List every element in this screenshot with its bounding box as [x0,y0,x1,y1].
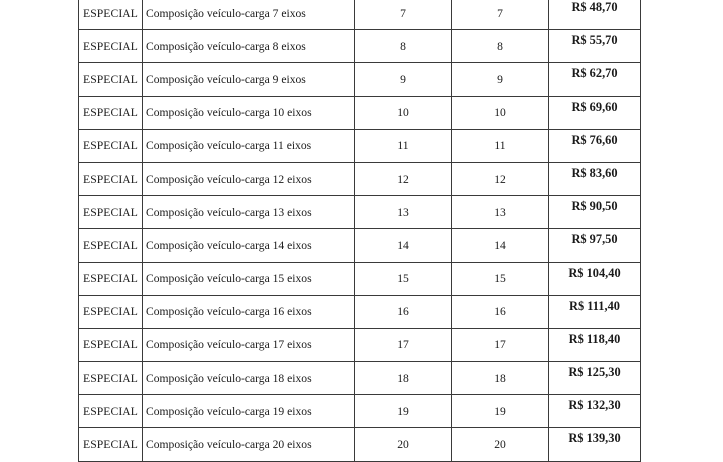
count-cell: 7 [355,0,452,30]
count-cell: 20 [355,428,452,461]
table-row [79,129,641,162]
category-cell: ESPECIAL [79,295,143,328]
table-row [79,362,641,395]
category-cell: ESPECIAL [79,328,143,361]
count-cell: 20 [452,428,549,461]
price-cell: R$ 125,30 [549,362,641,395]
table-row [79,162,641,195]
count-cell: 15 [355,262,452,295]
toll-table-container [78,0,640,462]
table-row [79,262,641,295]
count-cell: 19 [452,395,549,428]
count-cell: 13 [452,196,549,229]
table-row [79,328,641,361]
table-row [79,395,641,428]
description-cell: Composição veículo-carga 14 eixos [143,229,355,262]
count-cell: 7 [452,0,549,30]
count-cell: 18 [355,362,452,395]
count-cell: 8 [355,30,452,63]
price-cell: R$ 132,30 [549,395,641,428]
table-row [79,196,641,229]
description-cell: Composição veículo-carga 10 eixos [143,96,355,129]
description-cell: Composição veículo-carga 7 eixos [143,0,355,30]
description-cell: Composição veículo-carga 18 eixos [143,362,355,395]
category-cell: ESPECIAL [79,162,143,195]
price-cell: R$ 139,30 [549,428,641,461]
table-row [79,30,641,63]
count-cell: 9 [355,63,452,96]
category-cell: ESPECIAL [79,229,143,262]
price-cell: R$ 83,60 [549,162,641,195]
count-cell: 12 [355,162,452,195]
count-cell: 11 [355,129,452,162]
description-cell: Composição veículo-carga 20 eixos [143,428,355,461]
table-row [79,96,641,129]
table-row [79,0,641,30]
count-cell: 16 [355,295,452,328]
count-cell: 17 [355,328,452,361]
count-cell: 12 [452,162,549,195]
count-cell: 15 [452,262,549,295]
category-cell: ESPECIAL [79,395,143,428]
price-cell: R$ 69,60 [549,96,641,129]
count-cell: 17 [452,328,549,361]
description-cell: Composição veículo-carga 16 eixos [143,295,355,328]
count-cell: 13 [355,196,452,229]
category-cell: ESPECIAL [79,129,143,162]
category-cell: ESPECIAL [79,262,143,295]
table-row [79,428,641,461]
table-row [79,229,641,262]
count-cell: 18 [452,362,549,395]
count-cell: 9 [452,63,549,96]
price-cell: R$ 62,70 [549,63,641,96]
description-cell: Composição veículo-carga 13 eixos [143,196,355,229]
description-cell: Composição veículo-carga 17 eixos [143,328,355,361]
price-cell: R$ 111,40 [549,295,641,328]
toll-rate-table [78,0,641,462]
price-cell: R$ 118,40 [549,328,641,361]
price-cell: R$ 90,50 [549,196,641,229]
table-row [79,63,641,96]
price-cell: R$ 48,70 [549,0,641,30]
category-cell: ESPECIAL [79,63,143,96]
category-cell: ESPECIAL [79,0,143,30]
price-cell: R$ 104,40 [549,262,641,295]
price-cell: R$ 55,70 [549,30,641,63]
category-cell: ESPECIAL [79,362,143,395]
category-cell: ESPECIAL [79,96,143,129]
count-cell: 11 [452,129,549,162]
description-cell: Composição veículo-carga 15 eixos [143,262,355,295]
description-cell: Composição veículo-carga 12 eixos [143,162,355,195]
description-cell: Composição veículo-carga 19 eixos [143,395,355,428]
count-cell: 8 [452,30,549,63]
count-cell: 14 [452,229,549,262]
description-cell: Composição veículo-carga 8 eixos [143,30,355,63]
category-cell: ESPECIAL [79,428,143,461]
category-cell: ESPECIAL [79,196,143,229]
toll-rate-table-body [79,0,641,461]
price-cell: R$ 76,60 [549,129,641,162]
table-row [79,295,641,328]
category-cell: ESPECIAL [79,30,143,63]
count-cell: 10 [452,96,549,129]
count-cell: 14 [355,229,452,262]
description-cell: Composição veículo-carga 11 eixos [143,129,355,162]
price-cell: R$ 97,50 [549,229,641,262]
count-cell: 16 [452,295,549,328]
count-cell: 19 [355,395,452,428]
description-cell: Composição veículo-carga 9 eixos [143,63,355,96]
count-cell: 10 [355,96,452,129]
